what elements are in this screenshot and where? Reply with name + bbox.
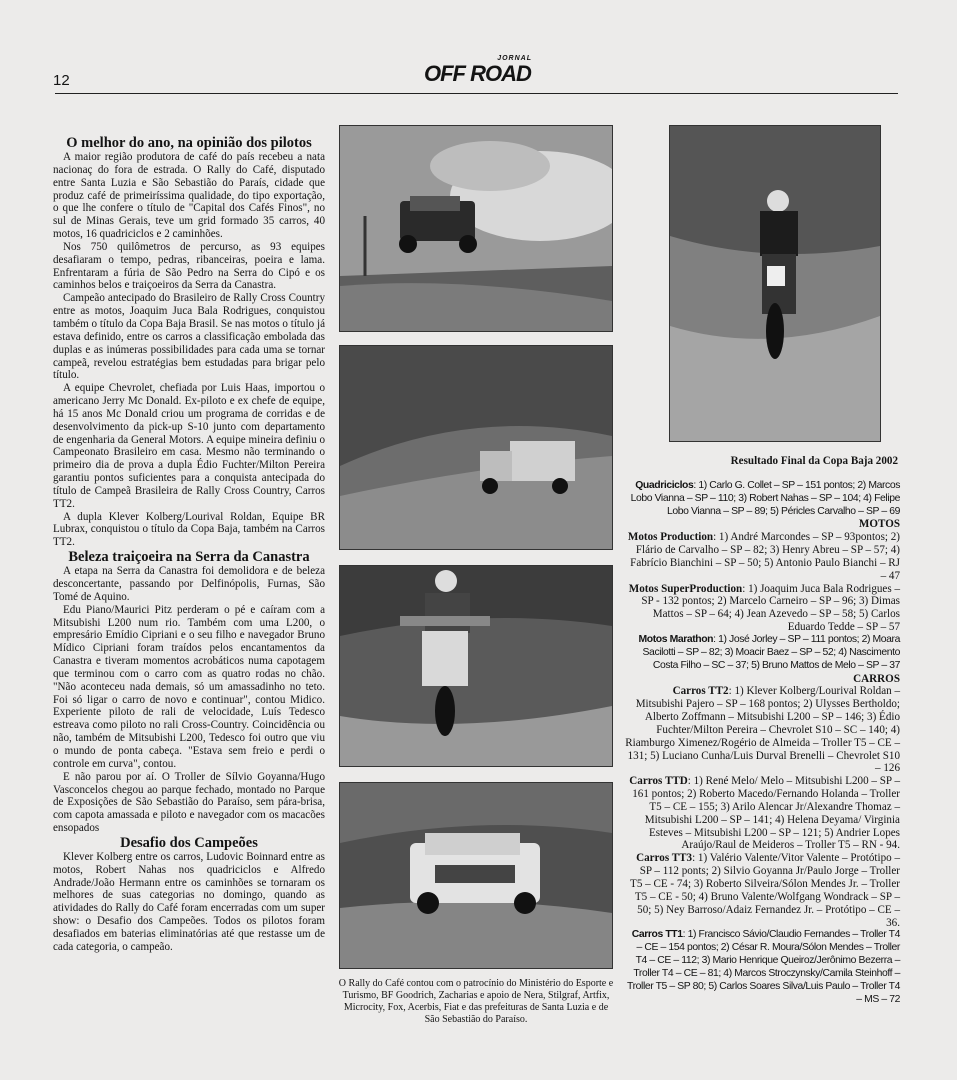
photo-jumping-car bbox=[339, 125, 613, 332]
category-label: Motos SuperProduction bbox=[628, 582, 743, 595]
heading-serra-canastra: Beleza traiçoeira na Serra da Canastra bbox=[68, 549, 310, 566]
results-quadriciclos bbox=[625, 480, 900, 519]
heading-best-of-year: O melhor do ano, na opinião dos pilotos bbox=[66, 135, 312, 151]
paragraph: A dupla Klever Kolberg/Lourival Roldan, Equipe BR Lubrax, conquistou o título da Copa Baja, também na Carros TT2. bbox=[53, 510, 325, 549]
masthead-small-label: JORNAL bbox=[497, 55, 532, 62]
results-carros-tt2 bbox=[625, 685, 900, 775]
paragraph: Edu Piano/Maurici Pitz perderam o pé e caíram com a Mitsubishi L200 num rio. Também com uma L200, o empresário Emídio Cipriani e o seu filho e navegador Bruno Mídico Cipriani foram traídos pelos encantamentos da Canastra e tiveram momentos acrobáticos numa capotagem que terminou com o carro com as quatro rodas no chão. "Não aconteceu nada demais, só um amassadinho no teto. Foi só ligar o carro de novo e continuar", contou Midico. Experiente piloto de rali de velocidade, Luís Tedesco estreava como piloto no rali Cross-Country. Coincidência ou não, também de Mitsubishi L200, Tedesco foi outro que viu o mundo de ponta cabeça. "Estava sem freio e perdi o controle em curva", contou. bbox=[53, 603, 325, 770]
page-number: 12 bbox=[53, 72, 70, 89]
photo-motorcycle-rider bbox=[669, 125, 881, 442]
category-label: Carros TT1 bbox=[631, 929, 683, 941]
results-carros-header: CARROS bbox=[853, 672, 900, 685]
category-text: : 1) Joaquim Juca Bala Rodrigues – SP - 132 pontos; 2) Marcelo Carneiro – SP – 96; 3) Dimas Mattos – SP – 64; 4) Jean Azevedo – SP – 58; 5) Carlos Eduardo Tedde – SP – 57 bbox=[641, 582, 900, 634]
photo-rally-truck bbox=[339, 345, 613, 550]
category-text: : 1) André Marcondes – SP – 93pontos; 2) Flário de Carvalho – SP – 82; 3) Henry Abreu – SP – 57; 4) Fabrício Bianchini – SP – 50; 5) Antonio Paulo Bianchi – RJ – 47 bbox=[630, 531, 900, 582]
masthead bbox=[420, 55, 540, 91]
results-motos-header: MOTOS bbox=[858, 518, 900, 531]
category-text: : 1) René Melo/ Melo – Mitsubishi L200 – SP – 161 pontos; 2) Roberto Macedo/Fernando Holanda – Troller T5 – CE – 155; 3) Arilo Alencar Jr/Alexandre Thomaz – Mitsubishi L200 – SP – 141; 4) Helena Deyama/ Virginia Esteves – Mitsubishi L200 – SP – 121; 5) Andrier Lopes Araújo/Raul de Meideros – Troller T5 – RN - 94. bbox=[632, 775, 900, 852]
results-title: Resultado Final da Copa Baja 2002 bbox=[730, 455, 898, 467]
photo-caption: O Rally do Café contou com o patrocínio do Ministério do Esporte e Turismo, BF Goodrich, Zacharias e apoio de Nera, Stilgraf, Artfix, Microcity, Fox, Acerbis, Fiat e das prefeituras de Santa Luzia e de São Sebastião do Paraíso. bbox=[338, 978, 614, 1025]
category-label: Quadriciclos bbox=[635, 479, 694, 491]
results-motos-production bbox=[625, 531, 900, 582]
results-box bbox=[625, 455, 900, 1006]
results-motos-superproduction bbox=[625, 583, 900, 634]
photo-motorcycle-splash bbox=[339, 565, 613, 767]
header-rule bbox=[55, 93, 898, 94]
results-carros-tt1 bbox=[625, 929, 900, 1006]
category-text: : 1) Francisco Sávio/Claudio Fernandes – Troller T4 – CE – 154 pontos; 2) César R. Moura/Sólon Mendes – Troller T4 – CE – 112; 3) Mario Henrique Queiroz/Jerônimo Bezerra – Troller T4 – CE – 81; 4) Marcos Stroczynsky/Camila Steinhoff – Troller T5 – SP 80; 5) Carlos Soares Silva/Luis Paulo – Troller T4 – MS – 72 bbox=[627, 929, 900, 1005]
paragraph: Campeão antecipado do Brasileiro de Rally Cross Country entre as motos, Joaquim Juca Bala Rodrigues, conquistou também o título da Copa Baja Brasil. Se nas motos o título já estava definido, entre os carros a classificação embolada das duplas e as inúmeras possibilidades para cada uma se tornar campeã, revelou estratégias bem estudadas para brigar pelo título. bbox=[53, 292, 325, 382]
paragraph: E não parou por aí. O Troller de Sílvio Goyanna/Hugo Vasconcelos chegou ao parque fechado, montado no Parque de Exposições de São Sebastião do Paraíso, sem pára-brisa, com capota amassada e piloto e navegador com os macacões ensopados bbox=[53, 770, 325, 835]
category-label: Motos Marathon bbox=[638, 633, 714, 645]
category-label: Carros TTD bbox=[629, 775, 688, 788]
paragraph: A etapa na Serra da Canastra foi demolidora e de beleza desconcertante, passando por Delfinópolis, Furnas, São Tomé de Aquino. bbox=[53, 565, 325, 603]
results-carros-tt3 bbox=[625, 852, 900, 929]
paragraph: A maior região produtora de café do país recebeu a nata nacionaç do fora de estrada. O Rally do Café, disputado entre Santa Luzia e São Sebastião do Paraís, cidade que produz café de primeiríssima qualidade, do tipo exportação, o que lhe confere o título de "Capital dos Cafés Finos", no sul de Minas Gerais, teve um grid formado 35 carros, 40 motos, 16 quadriciclos e 2 caminhões. bbox=[53, 151, 325, 241]
category-label: Carros TT3 bbox=[636, 852, 693, 865]
article-column bbox=[53, 135, 325, 954]
heading-desafio-campeoes: Desafio dos Campeões bbox=[120, 834, 258, 851]
category-label: Carros TT2 bbox=[672, 685, 729, 698]
paragraph: Nos 750 quilômetros de percurso, as 93 equipes desafiaram o tempo, pedras, ribanceiras, poeira e lama. Enfrentaram a fúria de São Pedro na Serra do Cipó e os caminhos belos e traiçoeiros da Serra da Canastra. bbox=[53, 240, 325, 292]
results-carros-ttd bbox=[625, 775, 900, 852]
photo-rally-suv bbox=[339, 782, 613, 969]
paragraph: Klever Kolberg entre os carros, Ludovic Boinnard entre as motos, Robert Nahas nos quadriciclos e Alfredo Andrade/João Hermann entre os caminhões se tornaram os melhores de suas categorias no domingo, quando as atividades do Rally do Café foram encerradas com um super show: o Desafio dos Campeões. Todos os pilotos foram desafiados em baterias eliminatórias até que restasse um de cada categoria, o campeão. bbox=[53, 850, 325, 953]
category-text: : 1) Carlo G. Collet – SP – 151 pontos; 2) Marcos Lobo Vianna – SP – 110; 3) Robert Nahas – SP – 104; 4) Felipe Lobo Vianna – SP – 89; 5) Péricles Carvalho – SP – 69 bbox=[630, 479, 900, 517]
paragraph: A equipe Chevrolet, chefiada por Luis Haas, importou o americano Jerry Mc Donald. Ex-piloto e ex chefe de equipe, há 15 anos Mc Donald criou um programa de corridas e de desenvolvimento da pick-up S-10 junto com departamento de engenharia da General Motors. A equipe mineira definiu o Campeonato Brasileiro em casa. Mesmo não terminando o primeiro dia de prova a dupla Édio Fuchter/Milton Pereira garantiu pontos suficientes para a conquista antecipada do título de Campeã Brasileira de Rally Cross Country, Carros TT2. bbox=[53, 382, 325, 510]
results-motos-marathon bbox=[625, 634, 900, 673]
category-text: : 1) Klever Kolberg/Lourival Roldan – Mitsubishi Pajero – SP – 168 pontos; 2) Ulysses Bertholdo; Alberto Zoffmann – Mitsubishi L200 – SP – 146; 3) Édio Fuchter/Milton Pereira – Chevrolet S10 – SC – 140; 4) Riamburgo Ximenez/Rogério de Almeida – Troller T5 – CE – 131; 5) Luciano Cunha/Luis Durval Brenelli – Chevrolet S10 – 126 bbox=[625, 685, 900, 775]
category-text: : 1) José Jorley – SP – 111 pontos; 2) Moara Sacilotti – SP – 82; 3) Moacir Baez – SP – 52; 4) Nascimento Costa Filho – SC – 37; 5) Bruno Mattos de Melo – SP – 37 bbox=[642, 633, 900, 671]
masthead-logo: OFF ROAD bbox=[424, 61, 531, 86]
category-label: Motos Production bbox=[627, 531, 714, 544]
category-text: : 1) Valério Valente/Vitor Valente – Protótipo – SP – 112 ponts; 2) Silvio Goyanna Jr/Paulo Jorge – Troller T5 – CE - 74; 3) Roberto Silveira/Sólon Mendes Jr. – Troller T5 – CE - 50; 4) Bruno Valente/Wolfgang Wondrack – SP – 50; 5) Ney Barroso/Adaiz Fernandez Jr. – Protótipo – CE – 36. bbox=[630, 852, 900, 929]
